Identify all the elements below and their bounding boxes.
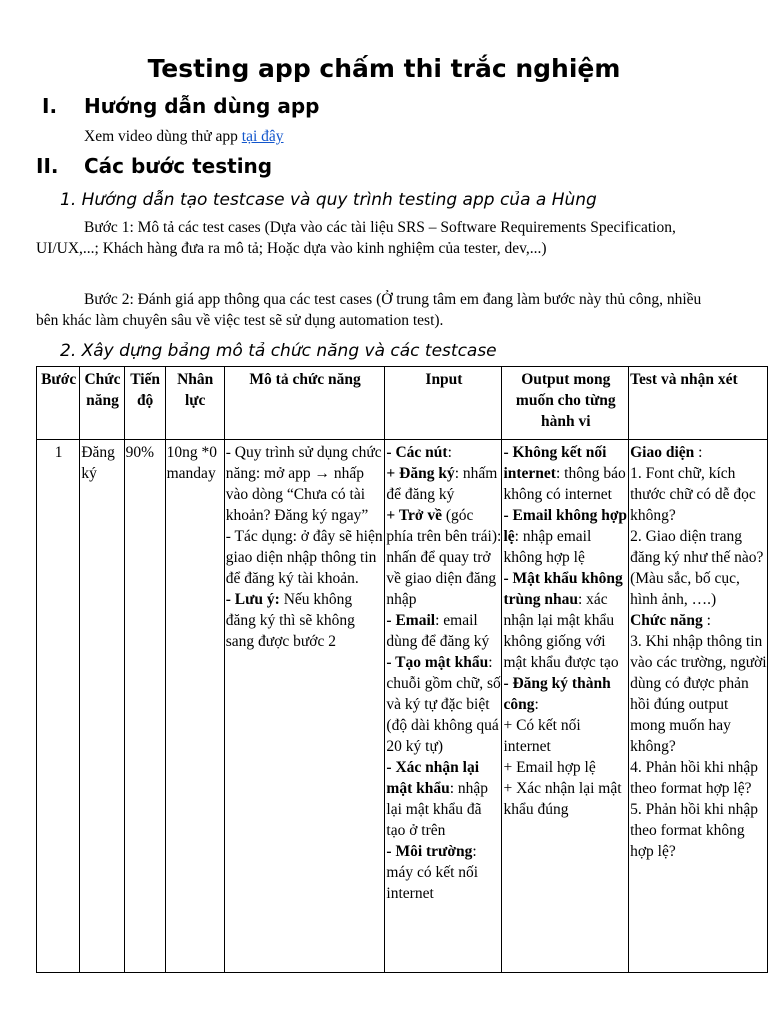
header-manpower: Nhân lực — [165, 367, 224, 440]
cell-line-bold: + Đăng ký — [386, 465, 455, 482]
cell-line-text: + Có kết nối internet — [503, 717, 581, 755]
cell-line-text: : — [447, 444, 452, 461]
cell-line-text: : email dùng để đăng ký — [386, 612, 490, 650]
cell-line — [630, 610, 767, 631]
cell-line-text: 1. Font chữ, kích thước chữ có dễ đọc không? — [630, 465, 756, 524]
cell-line — [386, 442, 501, 463]
section-1-intro: Xem video dùng thử app — [84, 128, 242, 145]
cell-line-bold: - Môi trường — [386, 843, 473, 860]
cell-line — [226, 442, 385, 526]
cell-line-text: 2. Giao diện trang đăng ký như thế nào? (Màu sắc, bố cục, hình ảnh, ….) — [630, 528, 764, 608]
cell-line — [503, 442, 628, 505]
document-title: Testing app chấm thi trắc nghiệm — [147, 54, 621, 83]
cell-line-text: 5. Phản hồi khi nhập theo format không hợp lệ? — [630, 801, 758, 860]
cell-line-text: : — [694, 444, 703, 461]
cell-line-bold: - Mật khẩu không trùng nhau — [503, 570, 623, 608]
cell-test — [629, 440, 768, 973]
cell-line-text: - Quy trình sử dụng chức năng: mở app → nhấp vào dòng “Chưa có tài khoản? Đăng ký ngay” — [225, 444, 382, 524]
section-1-number: I. — [42, 94, 58, 118]
cell-line-bold: - Không kết nối internet — [503, 444, 607, 482]
cell-line — [630, 526, 767, 610]
header-test: Test và nhận xét — [629, 367, 768, 440]
cell-line-bold: - Đăng ký thành công — [503, 675, 611, 713]
cell-line — [386, 463, 501, 505]
cell-line — [503, 505, 628, 568]
header-description: Mô tả chức năng — [224, 367, 385, 440]
cell-line-text: 3. Khi nhập thông tin vào các trường, người dùng có được phản hồi đúng output mong muốn hay không? — [630, 633, 767, 755]
cell-line-text: : chuỗi gồm chữ, số và ký tự đặc biệt (độ dài không quá 20 ký tự) — [386, 654, 501, 755]
cell-line-text: + Xác nhận lại mật khẩu đúng — [503, 780, 622, 818]
table-header-row — [37, 367, 768, 440]
cell-manpower: 10ng *0 manday — [165, 440, 224, 973]
cell-line-text: - Tác dụng: ở đây sẽ hiện giao diện nhập thông tin để đăng ký tài khoản. — [225, 528, 383, 587]
testcase-table — [36, 366, 768, 973]
section-2-title: Các bước testing — [84, 154, 273, 178]
header-step: Bước — [37, 367, 80, 440]
cell-line-bold: - Email — [386, 612, 436, 629]
cell-line-text: : — [702, 612, 711, 629]
cell-line-text: + Email hợp lệ — [503, 759, 596, 776]
cell-line-text: : nhập email không hợp lệ — [503, 528, 592, 566]
cell-line — [630, 799, 767, 862]
cell-line — [503, 778, 628, 820]
subsection-1-heading: 1. Hướng dẫn tạo testcase và quy trình testing app của a Hùng — [60, 190, 597, 210]
cell-line-text: 4. Phản hồi khi nhập theo format hợp lệ? — [630, 759, 758, 797]
cell-line-bold: - Email không hợp lệ — [503, 507, 628, 545]
cell-line — [226, 589, 385, 652]
header-feature: Chức năng — [80, 367, 124, 440]
video-link[interactable]: tại đây — [241, 128, 284, 145]
section-1-text — [84, 126, 284, 147]
cell-line — [386, 652, 501, 757]
cell-line — [630, 463, 767, 526]
cell-line-text: : — [534, 696, 539, 713]
step-1-paragraph: Bước 1: Mô tả các test cases (Dựa vào các tài liệu SRS – Software Requirements Specification, UI/UX,...; Khách hàng đưa ra mô tả; Hoặc dựa vào kinh nghiệm của tester, dev,...) — [36, 219, 676, 257]
cell-input — [385, 440, 502, 973]
cell-output — [502, 440, 629, 973]
section-1-title: Hướng dẫn dùng app — [84, 94, 320, 118]
cell-line-bold: - Tạo mật khẩu — [386, 654, 489, 671]
cell-progress: 90% — [124, 440, 165, 973]
cell-line — [630, 757, 767, 799]
cell-line-bold: - Các nút — [386, 444, 448, 461]
header-input: Input — [385, 367, 502, 440]
header-output: Output mong muốn cho từng hành vi — [502, 367, 629, 440]
cell-line-text: : xác nhận lại mật khẩu không giống với mật khẩu được tạo — [503, 591, 619, 671]
table-row — [37, 440, 768, 973]
subsection-2-heading: 2. Xây dựng bảng mô tả chức năng và các testcase — [60, 341, 497, 361]
cell-line — [503, 757, 628, 778]
cell-line — [386, 610, 501, 652]
cell-line — [226, 526, 385, 589]
cell-line-bold: + Trở về — [386, 507, 443, 524]
cell-description — [224, 440, 385, 973]
cell-line-bold: - Lưu ý: — [225, 591, 280, 608]
cell-line — [386, 841, 501, 904]
cell-line-text: : máy có kết nối internet — [386, 843, 479, 902]
step-2-paragraph: Bước 2: Đánh giá app thông qua các test cases (Ở trung tâm em đang làm bước này thủ công, nhiều bên khác làm chuyên sâu về việc test sẽ sử dụng automation test). — [36, 291, 702, 329]
cell-line — [386, 757, 501, 841]
cell-line — [630, 631, 767, 757]
cell-line-bold: Giao diện — [630, 444, 695, 461]
cell-line-text: : thông báo không có internet — [503, 465, 626, 503]
cell-line — [503, 673, 628, 715]
cell-line-text: : nhập lại mật khẩu đã tạo ở trên — [386, 780, 489, 839]
cell-step: 1 — [37, 440, 80, 973]
cell-line — [386, 505, 501, 610]
cell-line-text: Nếu không đăng ký thì sẽ không sang được bước 2 — [225, 591, 355, 650]
section-2-number: II. — [36, 154, 59, 178]
cell-line-text: (góc phía trên bên trái): nhấn để quay trở về giao diện đăng nhập — [386, 507, 502, 608]
cell-line — [503, 568, 628, 673]
cell-line — [630, 442, 767, 463]
cell-line-bold: Chức năng — [630, 612, 703, 629]
cell-line-bold: - Xác nhận lại mật khẩu — [386, 759, 480, 797]
cell-line — [503, 715, 628, 757]
cell-feature: Đăng ký — [80, 440, 124, 973]
header-progress: Tiến độ — [124, 367, 165, 440]
cell-line-text: : nhấm để đăng ký — [386, 465, 498, 503]
